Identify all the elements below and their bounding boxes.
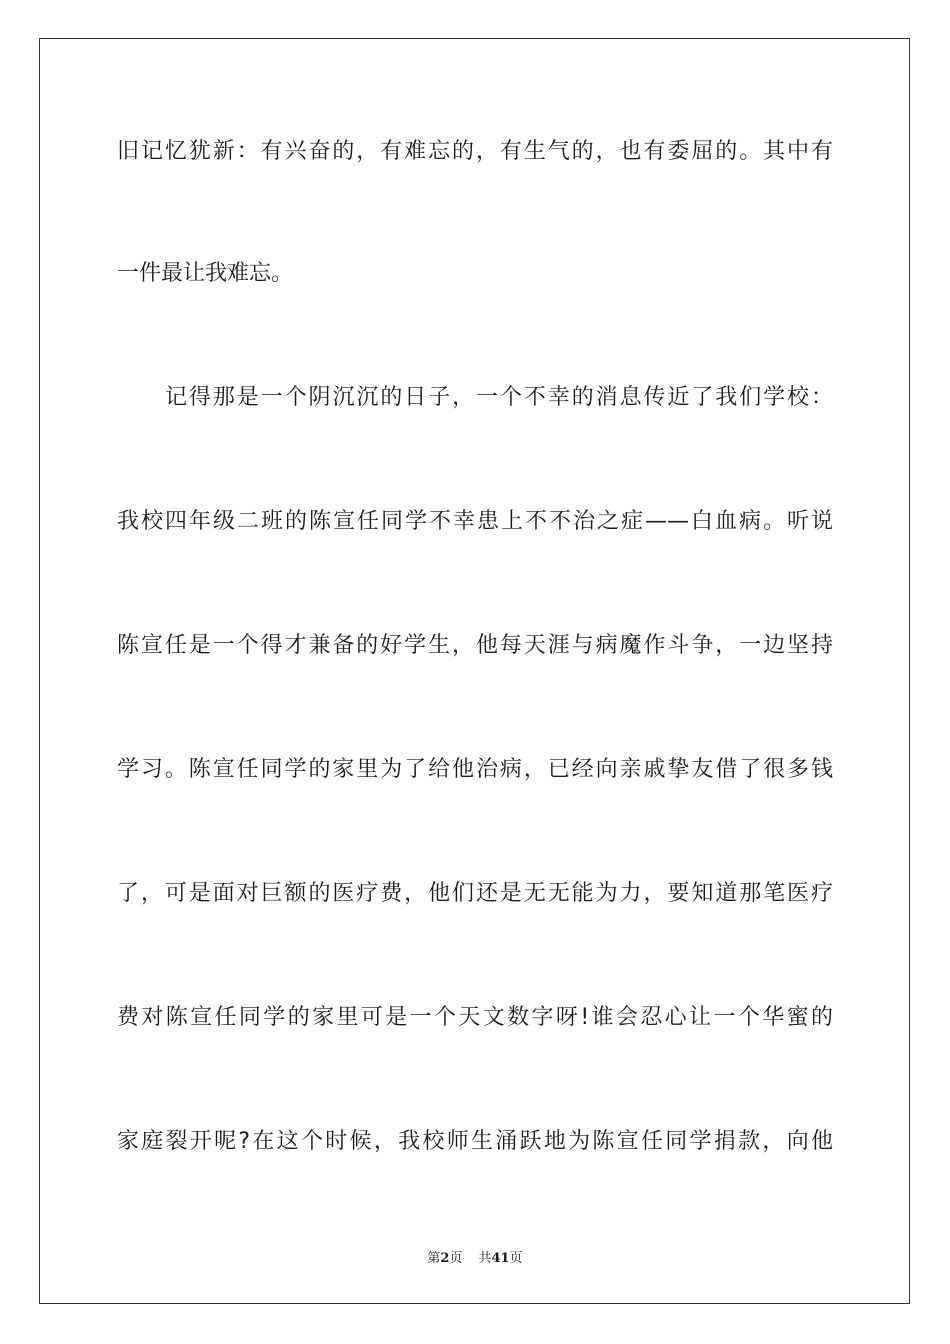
paragraph-line-6: 学习。陈宣任同学的家里为了给他治病，已经向亲戚挚友借了很多钱 (117, 757, 833, 782)
total-prefix: 共 (478, 1251, 492, 1266)
page-prefix: 第 (427, 1251, 441, 1266)
total-pages: 41 (491, 1251, 510, 1266)
paragraph-line-1: 旧记忆犹新：有兴奋的，有难忘的，有生气的，也有委屈的。其中有 (117, 139, 833, 164)
page-frame (39, 38, 910, 1304)
paragraph-line-5: 陈宣任是一个得才兼备的好学生，他每天涯与病魔作斗争，一边坚持 (117, 633, 833, 658)
paragraph-line-8: 费对陈宣任同学的家里可是一个天文数字呀!谁会忍心让一个华蜜的 (117, 1005, 833, 1030)
paragraph-line-3: 记得那是一个阴沉沉的日子，一个不幸的消息传近了我们学校： (165, 385, 833, 410)
paragraph-line-4: 我校四年级二班的陈宣任同学不幸患上不不治之症——白血病。听说 (117, 509, 833, 534)
paragraph-line-7: 了，可是面对巨额的医疗费，他们还是无无能为力，要知道那笔医疗 (117, 881, 833, 906)
paragraph-line-9: 家庭裂开呢?在这个时候，我校师生涌跃地为陈宣任同学捐款，向他 (117, 1129, 833, 1154)
page-footer (0, 1247, 950, 1266)
page-suffix: 页 (449, 1251, 463, 1266)
paragraph-line-2: 一件最让我难忘。 (117, 261, 294, 286)
total-suffix: 页 (509, 1251, 523, 1266)
page-number: 2 (440, 1251, 450, 1266)
